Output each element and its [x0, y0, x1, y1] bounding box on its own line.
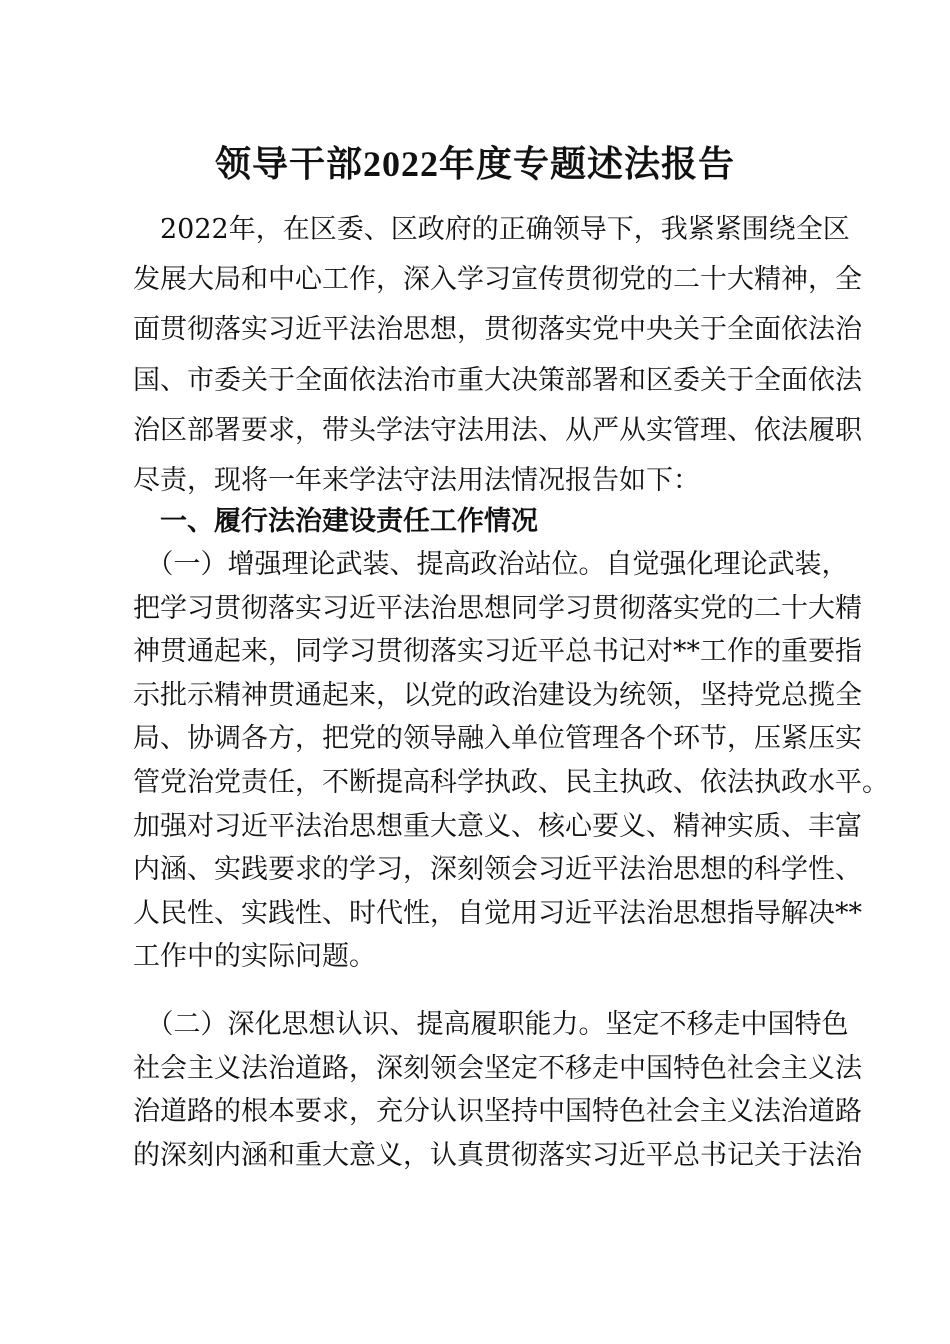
text-line: 局、协调各方，把党的领导融入单位管理各个环节，压紧压实	[133, 723, 862, 755]
text-line: 治道路的根本要求，充分认识坚持中国特色社会主义法治道路	[133, 1096, 862, 1128]
text-line: 内涵、实践要求的学习，深刻领会习近平法治思想的科学性、	[133, 854, 862, 886]
text-line: （一）增强理论武装、提高政治站位。自觉强化理论武装，	[133, 549, 849, 580]
paragraph-section-1	[133, 543, 889, 979]
text-line: 尽责，现将一年来学法守法用法情况报告如下：	[133, 464, 700, 496]
text-line: 国、市委关于全面依法治市重大决策部署和区委关于全面依法	[133, 364, 862, 396]
text-line: 治区部署要求，带头学法守法用法、从严从实管理、依法履职	[133, 414, 862, 446]
text-line: 管党治党责任，不断提高科学执政、民主执政、依法执政水平。	[133, 766, 889, 798]
text-line: 面贯彻落实习近平法治思想，贯彻落实党中央关于全面依法治	[133, 314, 862, 346]
section-heading: 一、履行法治建设责任工作情况	[160, 506, 538, 537]
text-line: 工作中的实际问题。	[133, 941, 376, 973]
text-line: 发展大局和中心工作，深入学习宣传贯彻党的二十大精神，全	[133, 264, 862, 296]
text-line: 示批示精神贯通起来，以党的政治建设为统领，坚持党总揽全	[133, 679, 862, 711]
paragraph-section-2	[133, 1003, 862, 1177]
text-line: 把学习贯彻落实习近平法治思想同学习贯彻落实党的二十大精	[133, 592, 862, 624]
text-line: 人民性、实践性、时代性，自觉用习近平法治思想指导解决**	[133, 897, 862, 929]
text-line: 神贯通起来，同学习贯彻落实习近平总书记对**工作的重要指	[133, 636, 862, 668]
paragraph-intro	[133, 205, 862, 506]
text-line: 的深刻内涵和重大意义，认真贯彻落实习近平总书记关于法治	[133, 1139, 862, 1171]
text-line: （二）深化思想认识、提高履职能力。坚定不移走中国特色	[133, 1009, 849, 1040]
document-title: 领导干部2022年度专题述法报告	[214, 144, 735, 184]
text-line: 加强对习近平法治思想重大意义、核心要义、精神实质、丰富	[133, 810, 862, 842]
text-line: 社会主义法治道路，深刻领会坚定不移走中国特色社会主义法	[133, 1052, 862, 1084]
text-line: 2022年，在区委、区政府的正确领导下，我紧紧围绕全区	[133, 214, 850, 245]
